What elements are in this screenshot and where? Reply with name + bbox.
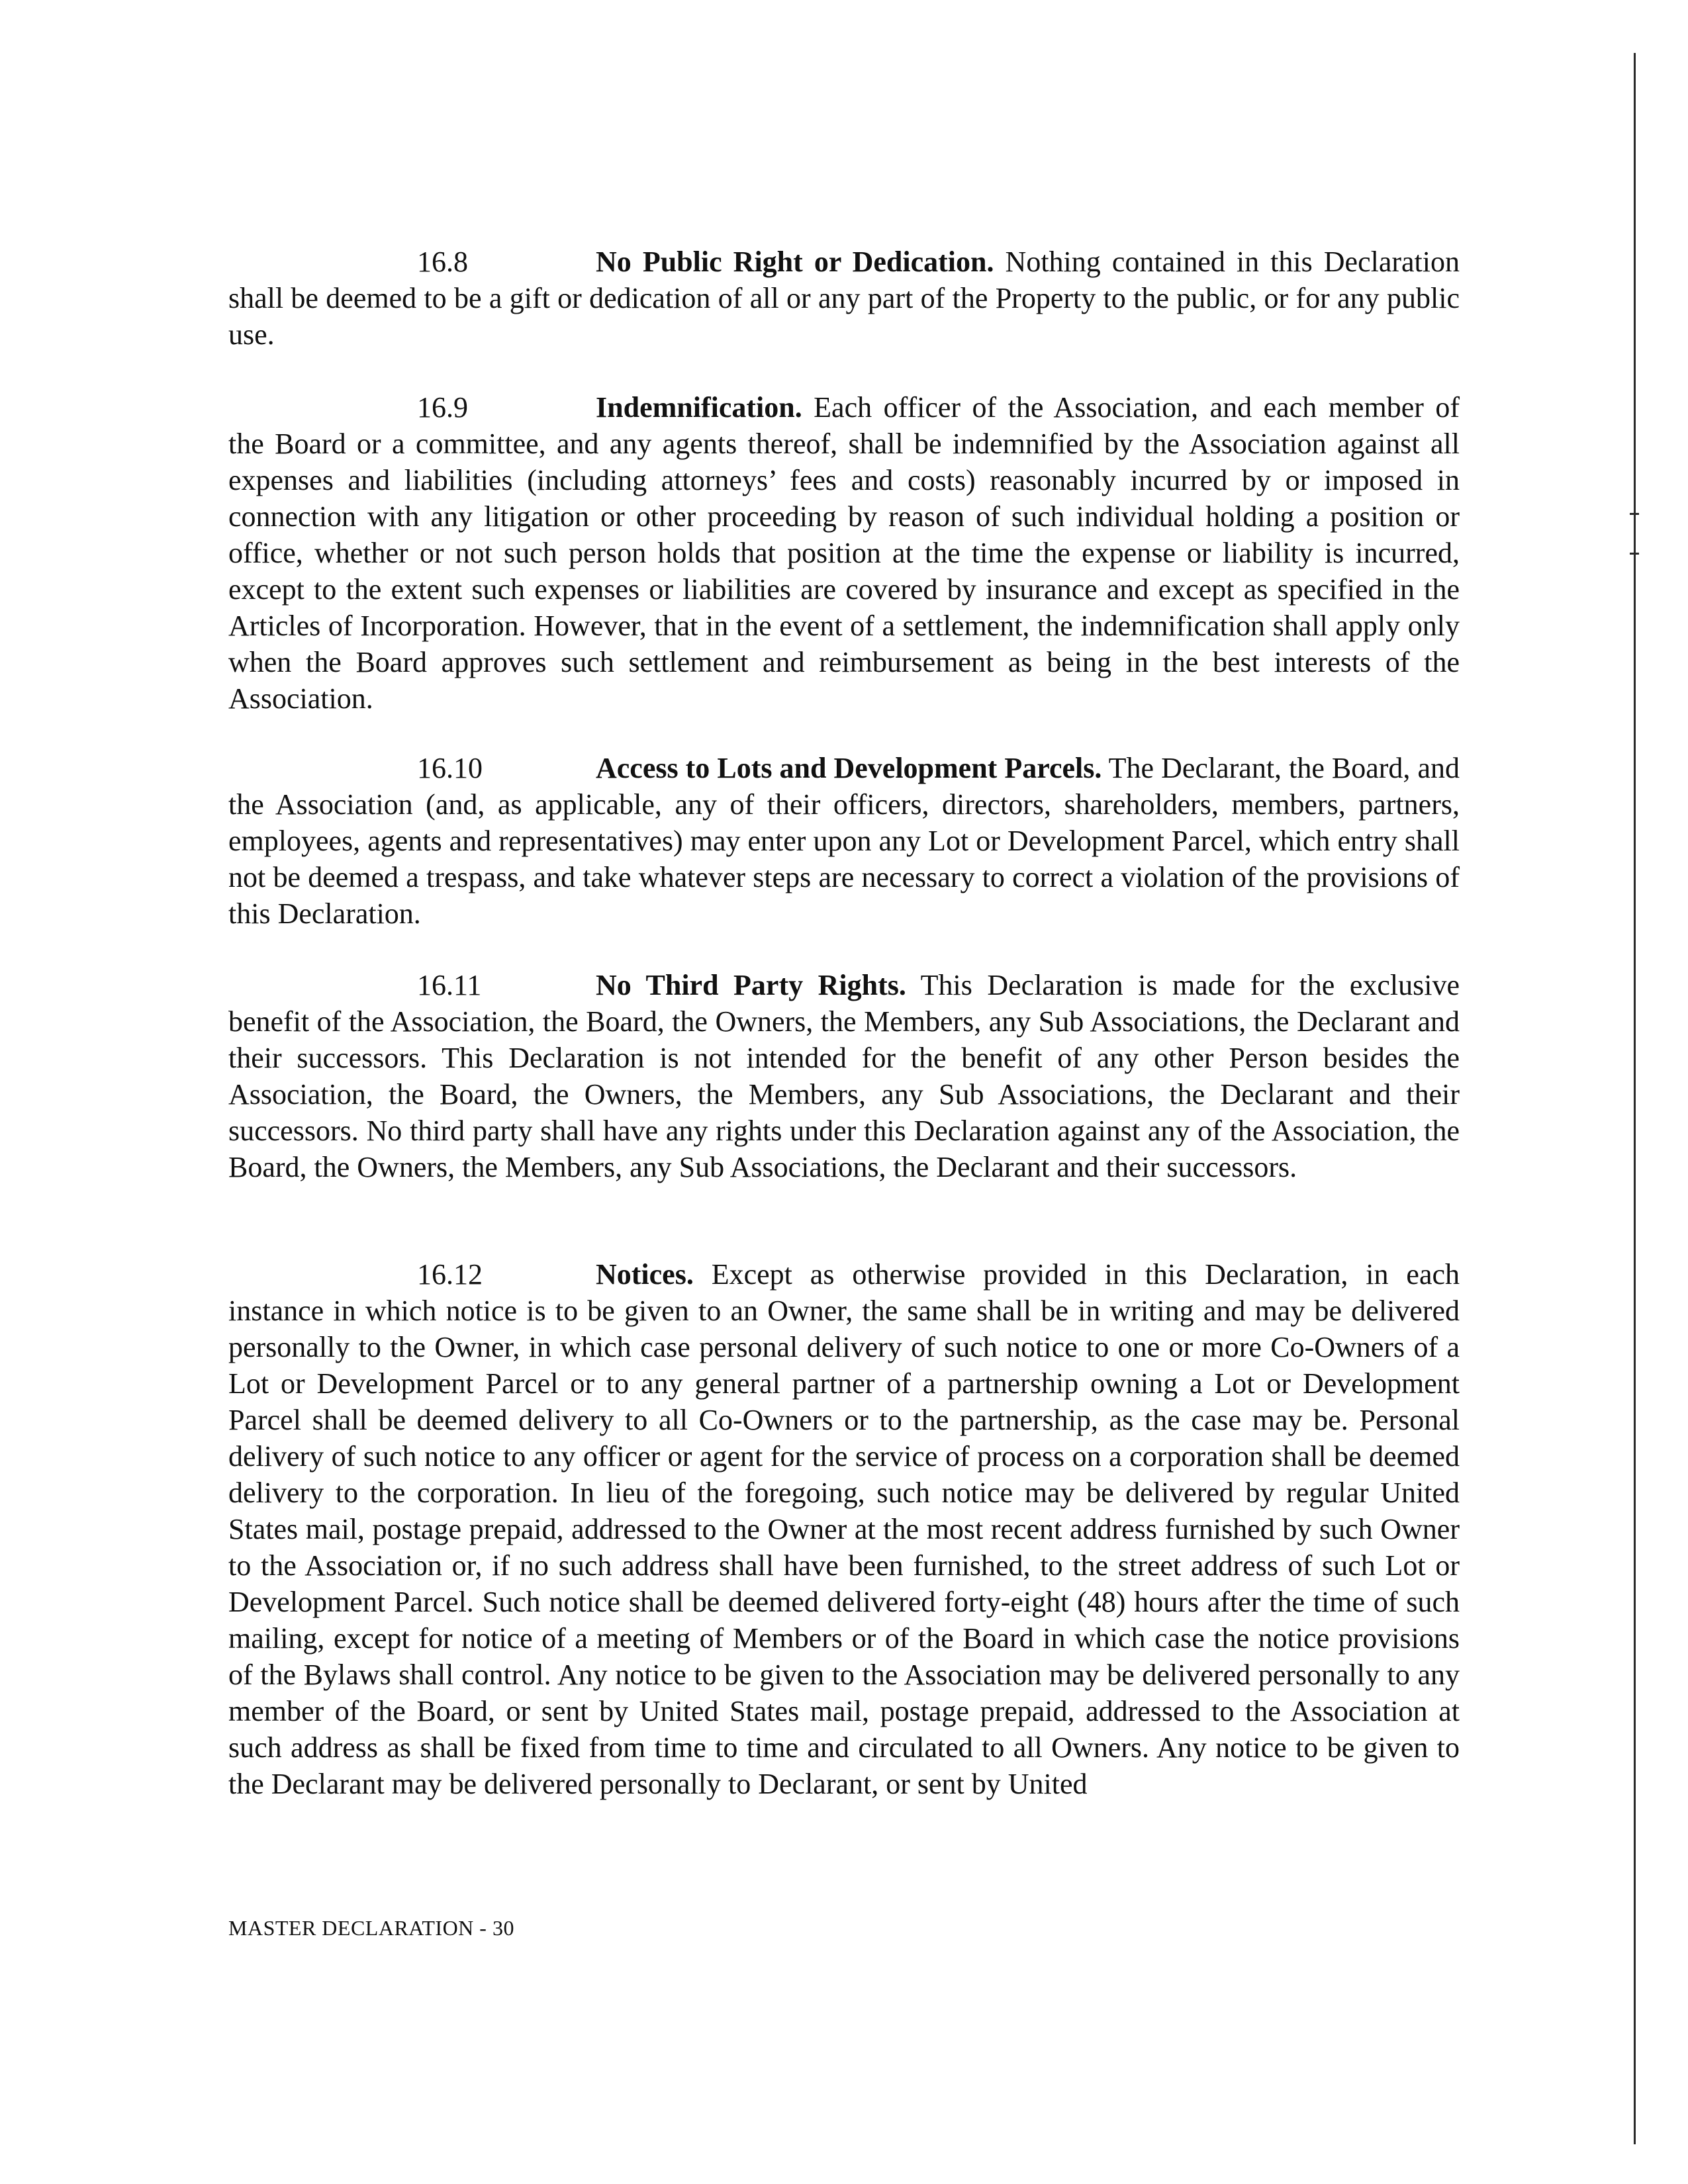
section-paragraph [228,750,1460,932]
scan-edge-mark [1630,513,1639,515]
scan-edge-mark [1630,553,1639,555]
section-number: 16.12 [417,1258,483,1291]
section-heading: No Third Party Rights. [596,969,906,1001]
section-paragraph [228,967,1460,1185]
section-heading: Notices. [596,1258,694,1291]
section-body: Each officer of the Association, and each member of the Board or a committee, and any agents thereof, shall be indemnified by the Association against all expenses and liabilities (including attorneys’ fees and costs) reasonably incurred by or imposed in connection with any litigation or other proceeding by reason of such individual holding a position or office, whether or not such person holds that position at the time the expense or liability is incurred, except to the extent such expenses or liabilities are covered by insurance and except as specified in the Articles of Incorporation. However, that in the event of a settlement, the indemnification shall apply only when the Board approves such settlement and reimbursement as being in the best interests of the Association. [228,391,1460,715]
scan-edge-line [1634,53,1636,2144]
section-body: This Declaration is made for the exclusive benefit of the Association, the Board, the Owners, the Members, any Sub Associations, the Declarant and their successors. This Declaration is not intended for the benefit of any other Person besides the Association, the Board, the Owners, the Members, any Sub Associations, the Declarant and their successors. No third party shall have any rights under this Declaration against any of the Association, the Board, the Owners, the Members, any Sub Associations, the Declarant and their successors. [228,969,1460,1183]
section-16-9 [228,389,1460,717]
section-16-8 [228,244,1460,353]
section-paragraph [228,244,1460,353]
section-body: Nothing contained in this Declaration shall be deemed to be a gift or dedication of all or any part of the Property to the public, or for any public use. [228,246,1460,351]
section-heading: Indemnification. [596,391,802,424]
section-number: 16.10 [417,752,483,784]
section-body: The Declarant, the Board, and the Association (and, as applicable, any of their officers, directors, shareholders, members, partners, employees, agents and representatives) may enter upon any Lot or Development Parcel, which entry shall not be deemed a trespass, and take whatever steps are necessary to correct a violation of the provisions of this Declaration. [228,752,1460,930]
section-number: 16.11 [417,969,482,1001]
section-number: 16.8 [417,246,468,278]
section-number: 16.9 [417,391,468,424]
section-16-11 [228,967,1460,1185]
section-heading: No Public Right or Dedication. [596,246,994,278]
page-footer: MASTER DECLARATION - 30 [228,1916,514,1940]
section-heading: Access to Lots and Development Parcels. [596,752,1102,784]
section-paragraph [228,389,1460,717]
section-body: Except as otherwise provided in this Declaration, in each instance in which notice is to be given to an Owner, the same shall be in writing and may be delivered personally to the Owner, in which case personal delivery of such notice to one or more Co-Owners of a Lot or Development Parcel or to any general partner of a partnership owning a Lot or Development Parcel shall be deemed delivery to all Co-Owners or to the partnership, as the case may be. Personal delivery of such notice to any officer or agent for the service of process on a corporation shall be deemed delivery to the corporation. In lieu of the foregoing, such notice may be delivered by regular United States mail, postage prepaid, addressed to the Owner at the most recent address furnished by such Owner to the Association or, if no such address shall have been furnished, to the street address of such Lot or Development Parcel. Such notice shall be deemed delivered forty-eight (48) hours after the time of such mailing, except for notice of a meeting of Members or of the Board in which case the notice provisions of the Bylaws shall control. Any notice to be given to the Association may be delivered personally to any member of the Board, or sent by United States mail, postage prepaid, addressed to the Association at such address as shall be fixed from time to time and circulated to all Owners. Any notice to be given to the Declarant may be delivered personally to Declarant, or sent by United [228,1258,1460,1800]
section-16-10 [228,750,1460,932]
section-paragraph [228,1256,1460,1802]
section-16-12 [228,1256,1460,1802]
